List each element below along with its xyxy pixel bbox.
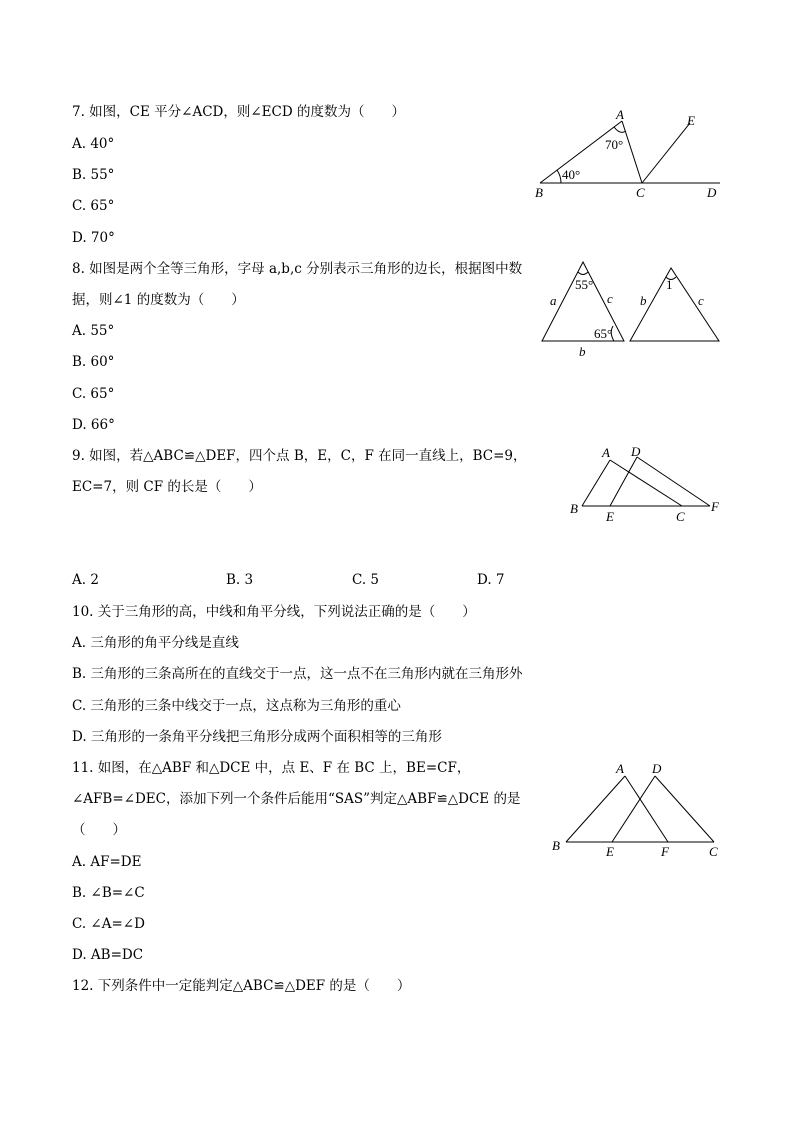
q8-option-d: D. 66° xyxy=(72,417,115,433)
q8-stem-line2: 据，则∠1 的度数为（ ） xyxy=(72,292,245,308)
q11-label-e: E xyxy=(606,844,614,859)
q10-option-d: D. 三角形的一条角平分线把三角形分成两个面积相等的三角形 xyxy=(72,729,442,745)
q9-figure xyxy=(565,443,725,528)
q7-option-c: C. 65° xyxy=(72,198,115,214)
q10-option-c: C. 三角形的三条中线交于一点，这点称为三角形的重心 xyxy=(72,698,401,714)
q7-label-c: C xyxy=(636,185,645,200)
q11-stem-line1: 11. 如图，在△ABF 和△DCE 中，点 E、F 在 BC 上，BE=CF， xyxy=(72,760,471,776)
q11-figure xyxy=(548,758,733,863)
q7-angle-40: 40° xyxy=(562,167,581,182)
q9-label-e: E xyxy=(606,509,614,524)
q8-angle-65: 65° xyxy=(594,326,613,341)
q11-label-c: C xyxy=(709,844,718,859)
q11-label-b: B xyxy=(552,838,560,853)
q9-option-a: A. 2 xyxy=(72,572,99,588)
q8-angle-55: 55° xyxy=(575,277,594,292)
q9-label-a: A xyxy=(602,445,610,460)
q11-stem-line2: ∠AFB=∠DEC，添加下列一个条件后能用“SAS”判定△ABF≌△DCE 的是 xyxy=(72,791,521,807)
q8-right-side-c: c xyxy=(698,293,704,308)
q8-angle-1: 1 xyxy=(666,277,673,292)
q7-label-b: B xyxy=(535,185,543,200)
q8-stem-line1: 8. 如图是两个全等三角形，字母 a,b,c 分别表示三角形的边长，根据图中数 xyxy=(72,261,523,277)
q11-option-b: B. ∠B=∠C xyxy=(72,885,145,901)
q8-right-side-b: b xyxy=(640,293,647,308)
q7-option-d: D. 70° xyxy=(72,230,115,246)
q9-stem-line2: EC=7，则 CF 的长是（ ） xyxy=(72,479,262,495)
q10-option-b: B. 三角形的三条高所在的直线交于一点，这一点不在三角形内就在三角形外 xyxy=(72,666,523,682)
q11-option-a: A. AF=DE xyxy=(72,854,142,870)
q7-angle-70: 70° xyxy=(605,137,624,152)
q7-label-a: A xyxy=(616,107,624,122)
q12-stem: 12. 下列条件中一定能判定△ABC≌△DEF 的是（ ） xyxy=(72,978,411,994)
q11-stem-line3: （ ） xyxy=(72,822,126,838)
q9-label-c: C xyxy=(676,509,685,524)
q7-label-e: E xyxy=(687,113,695,128)
q8-left-side-c: c xyxy=(607,291,613,306)
q9-label-b: B xyxy=(570,501,578,516)
q8-left-side-a: a xyxy=(550,293,557,308)
q8-left-side-b: b xyxy=(579,344,586,359)
q11-label-d: D xyxy=(652,761,662,776)
q9-label-f: F xyxy=(711,499,719,514)
q11-option-d: D. AB=DC xyxy=(72,947,144,963)
q10-option-a: A. 三角形的角平分线是直线 xyxy=(72,635,239,651)
q7-option-a: A. 40° xyxy=(72,136,115,152)
q10-stem: 10. 关于三角形的高，中线和角平分线，下列说法正确的是（ ） xyxy=(72,604,476,620)
q8-option-a: A. 55° xyxy=(72,323,115,339)
q8-option-c: C. 65° xyxy=(72,386,115,402)
q9-option-d: D. 7 xyxy=(477,572,505,588)
q11-label-f: F xyxy=(661,844,669,859)
q9-stem-line1: 9. 如图，若△ABC≌△DEF，四个点 B，E，C，F 在同一直线上，BC=9， xyxy=(72,448,527,464)
q11-label-a: A xyxy=(616,761,624,776)
q8-option-b: B. 60° xyxy=(72,354,115,370)
q9-option-c: C. 5 xyxy=(352,572,380,588)
q7-figure xyxy=(530,105,730,200)
q7-option-b: B. 55° xyxy=(72,167,115,183)
q8-figure xyxy=(535,258,730,358)
q9-option-b: B. 3 xyxy=(226,572,254,588)
q7-stem: 7. 如图，CE 平分∠ACD，则∠ECD 的度数为（ ） xyxy=(72,104,405,120)
q9-label-d: D xyxy=(631,444,641,459)
q11-option-c: C. ∠A=∠D xyxy=(72,916,145,932)
q7-label-d: D xyxy=(707,185,717,200)
